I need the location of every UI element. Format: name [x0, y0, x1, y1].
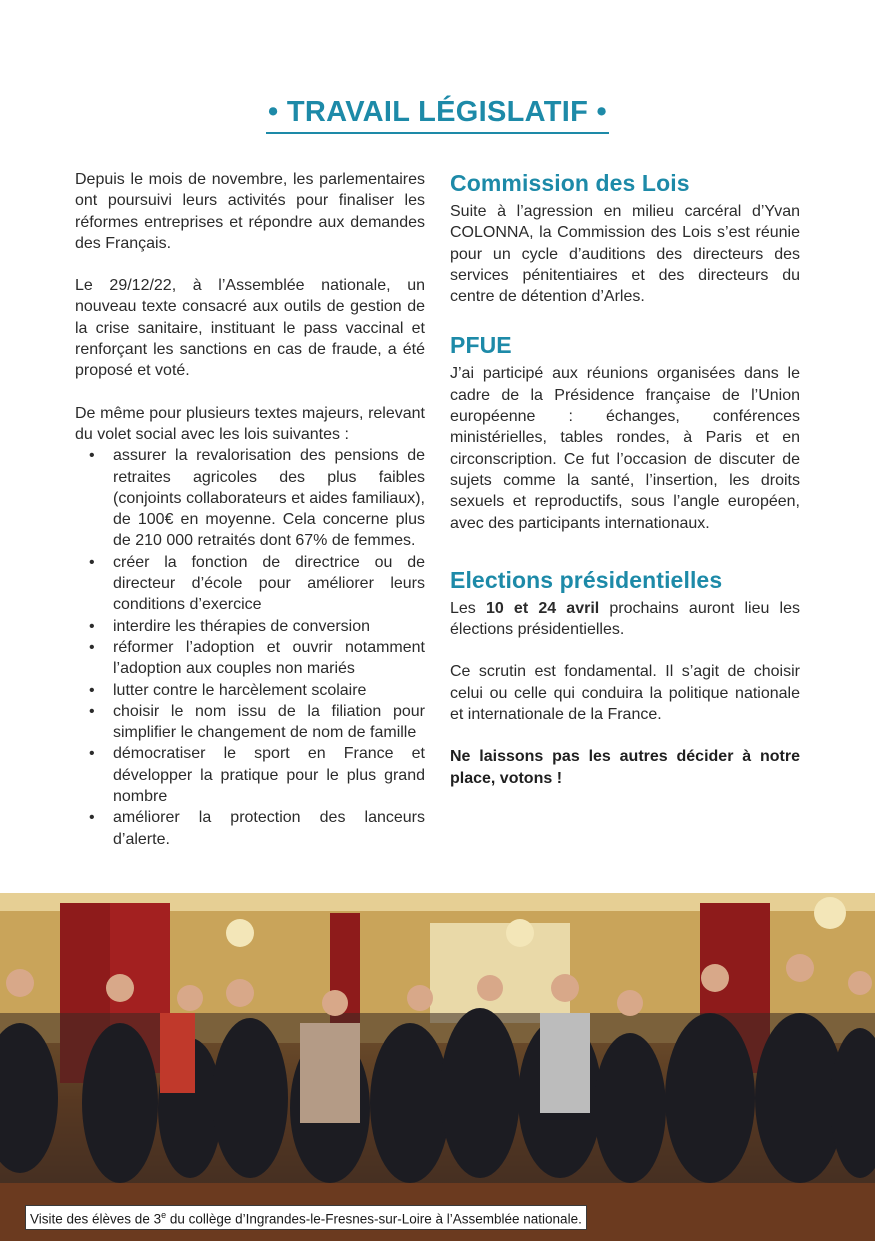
caption-text-start: Visite des élèves de 3	[30, 1211, 162, 1227]
list-item: • interdire les thérapies de conversion	[75, 616, 425, 637]
commission-text: Suite à l’agression en milieu carcéral d’Yvan COLONNA, la Commission des Lois s’est réunie pour un cycle d’auditions des directeurs des services pénitentiaires et des directeurs du centre de détention d’Arles.	[450, 203, 800, 306]
laws-list	[75, 445, 425, 850]
elections-text-start: Les	[450, 599, 486, 617]
elections-text-end: prochains auront lieu les élections présidentielles.	[450, 599, 800, 639]
list-item: • réformer l’adoption et ouvrir notamment l’adoption aux couples non mariés	[75, 637, 425, 680]
caption-text-end: du collège d’Ingrandes-le-Fresnes-sur-Loire à l’Assemblée nationale.	[166, 1211, 582, 1227]
vote-call-to-action: Ne laissons pas les autres décider à notre place, votons !	[450, 748, 800, 787]
group-photo-illustration	[0, 893, 875, 1241]
list-item: • démocratiser le sport en France et développer la pratique pour le plus grand nombre	[75, 743, 425, 807]
photo-caption	[25, 1205, 587, 1230]
elections-heading: Elections présidentielles	[450, 566, 723, 593]
list-item: • améliorer la protection des lanceurs d’alerte.	[75, 807, 425, 850]
page-title: • TRAVAIL LÉGISLATIF •	[266, 96, 609, 134]
title-wrap	[0, 96, 875, 134]
elections-dates-paragraph	[450, 598, 800, 641]
group-photo	[0, 893, 875, 1241]
pfue-heading: PFUE	[450, 332, 512, 359]
right-column	[450, 165, 800, 789]
list-item: • lutter contre le harcèlement scolaire	[75, 680, 425, 701]
caption-superscript: e	[161, 1210, 167, 1220]
list-item: • choisir le nom issu de la filiation pour simplifier le changement de nom de famille	[75, 701, 425, 744]
intro-paragraph: Depuis le mois de novembre, les parlementaires ont poursuivi leurs activités pour finaliser les réformes entreprises et répondre aux demandes des Français.	[75, 171, 425, 252]
commission-heading: Commission des Lois	[450, 170, 690, 196]
elections-dates: 10 et 24 avril	[485, 599, 600, 617]
pass-vaccinal-paragraph: Le 29/12/22, à l’Assemblée nationale, un nouveau texte consacré aux outils de gestion de la crise sanitaire, instituant le pass vaccinal et renforçant les sanctions en cas de fraude, a été proposé et voté.	[75, 277, 425, 380]
pfue-text: J’ai participé aux réunions organisées dans le cadre de la Présidence française de l’Union européenne : échanges, conférences ministérielles, tables rondes, à Paris et en circonscription. Ce fut l’occasion de discuter de sujets comme la santé, l’insertion, les droits sexuels et reproductifs, sous l’angle européen, avec des participants internationaux.	[450, 365, 800, 532]
list-item: • assurer la revalorisation des pensions de retraites agricoles des plus faibles (conjoints collaborateurs et aides familiaux), de 100€ en moyenne. Cela concerne plus de 210 000 retraités dont 67% de femmes.	[75, 445, 425, 551]
left-column	[75, 169, 425, 850]
elections-importance-paragraph: Ce scrutin est fondamental. Il s’agit de choisir celui ou celle qui conduira la politique nationale et internationale de la France.	[450, 663, 800, 724]
list-item: • créer la fonction de directrice ou de directeur d’école pour améliorer leurs conditions d’exercice	[75, 552, 425, 616]
social-laws-paragraph: De même pour plusieurs textes majeurs, relevant du volet social avec les lois suivantes :	[75, 404, 425, 443]
